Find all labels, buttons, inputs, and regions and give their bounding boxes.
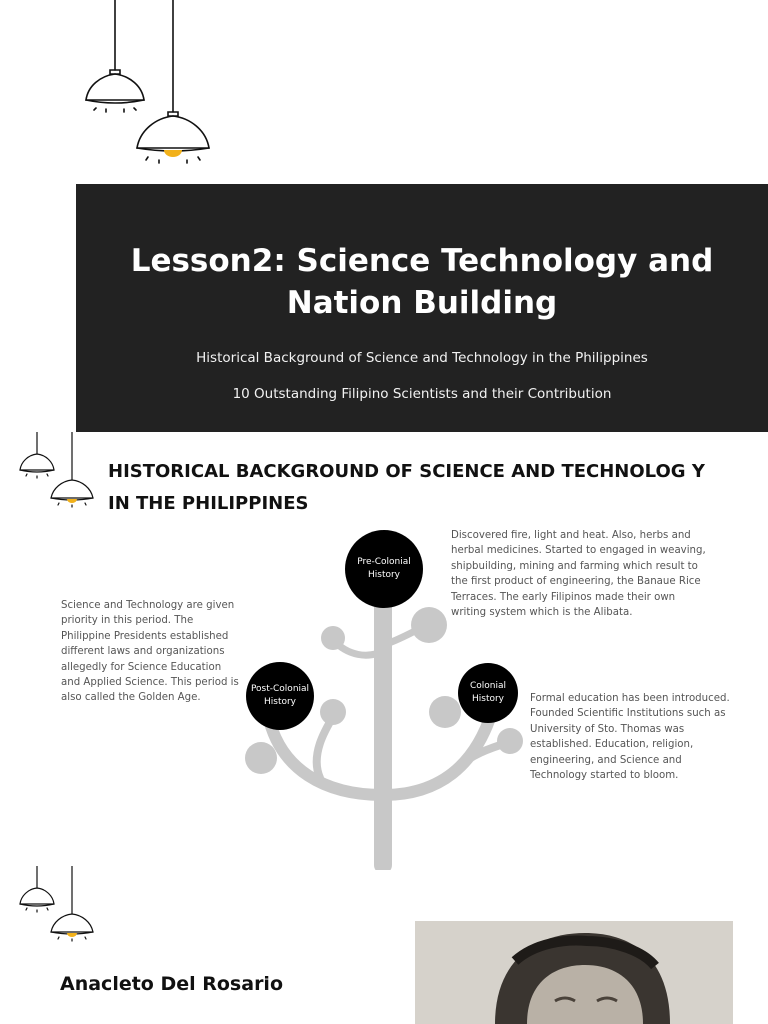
- title-panel: [76, 184, 768, 432]
- hanging-lamps-icon: [80, 0, 220, 170]
- subtitle-filipino-scientists: 10 Outstanding Filipino Scientists and their Contribution: [232, 386, 612, 402]
- pre-colonial-history-node: Pre-Colonial History: [345, 530, 423, 608]
- subtitle-historical-background: Historical Background of Science and Technology in the Philippines: [196, 350, 648, 366]
- hanging-lamps-icon: [16, 866, 100, 946]
- post-colonial-history-node: Post-Colonial History: [246, 662, 314, 730]
- page-title: Lesson2: Science Technology and Nation Building: [130, 243, 714, 321]
- section-heading: HISTORICAL BACKGROUND OF SCIENCE AND TECHNOLOG Y IN THE PHILIPPINES: [108, 461, 705, 514]
- pre-colonial-description: Discovered fire, light and heat. Also, herbs and herbal medicines. Started to engaged in weaving, shipbuilding, mining and farming which result to the first product of engineering, the Banaue Rice Terraces. The early Filipinos made their own writing system which is the Alibata.: [451, 530, 706, 619]
- colonial-description: Formal education has been introduced. Founded Scientific Institutions such as University of Sto. Thomas was established. Education, religion, engineering, and Science and Technology started to bloom.: [530, 693, 730, 782]
- hanging-lamps-icon: [16, 432, 100, 512]
- scientist-portrait-photo: [415, 921, 733, 1024]
- post-colonial-description: Science and Technology are given priority in this period. The Philippine Presidents established different laws and organizations allegedly for Science Education and Applied Science. This period is also called the Golden Age.: [61, 600, 239, 704]
- scientist-name: Anacleto Del Rosario: [60, 973, 283, 995]
- colonial-history-node: Colonial History: [458, 663, 518, 723]
